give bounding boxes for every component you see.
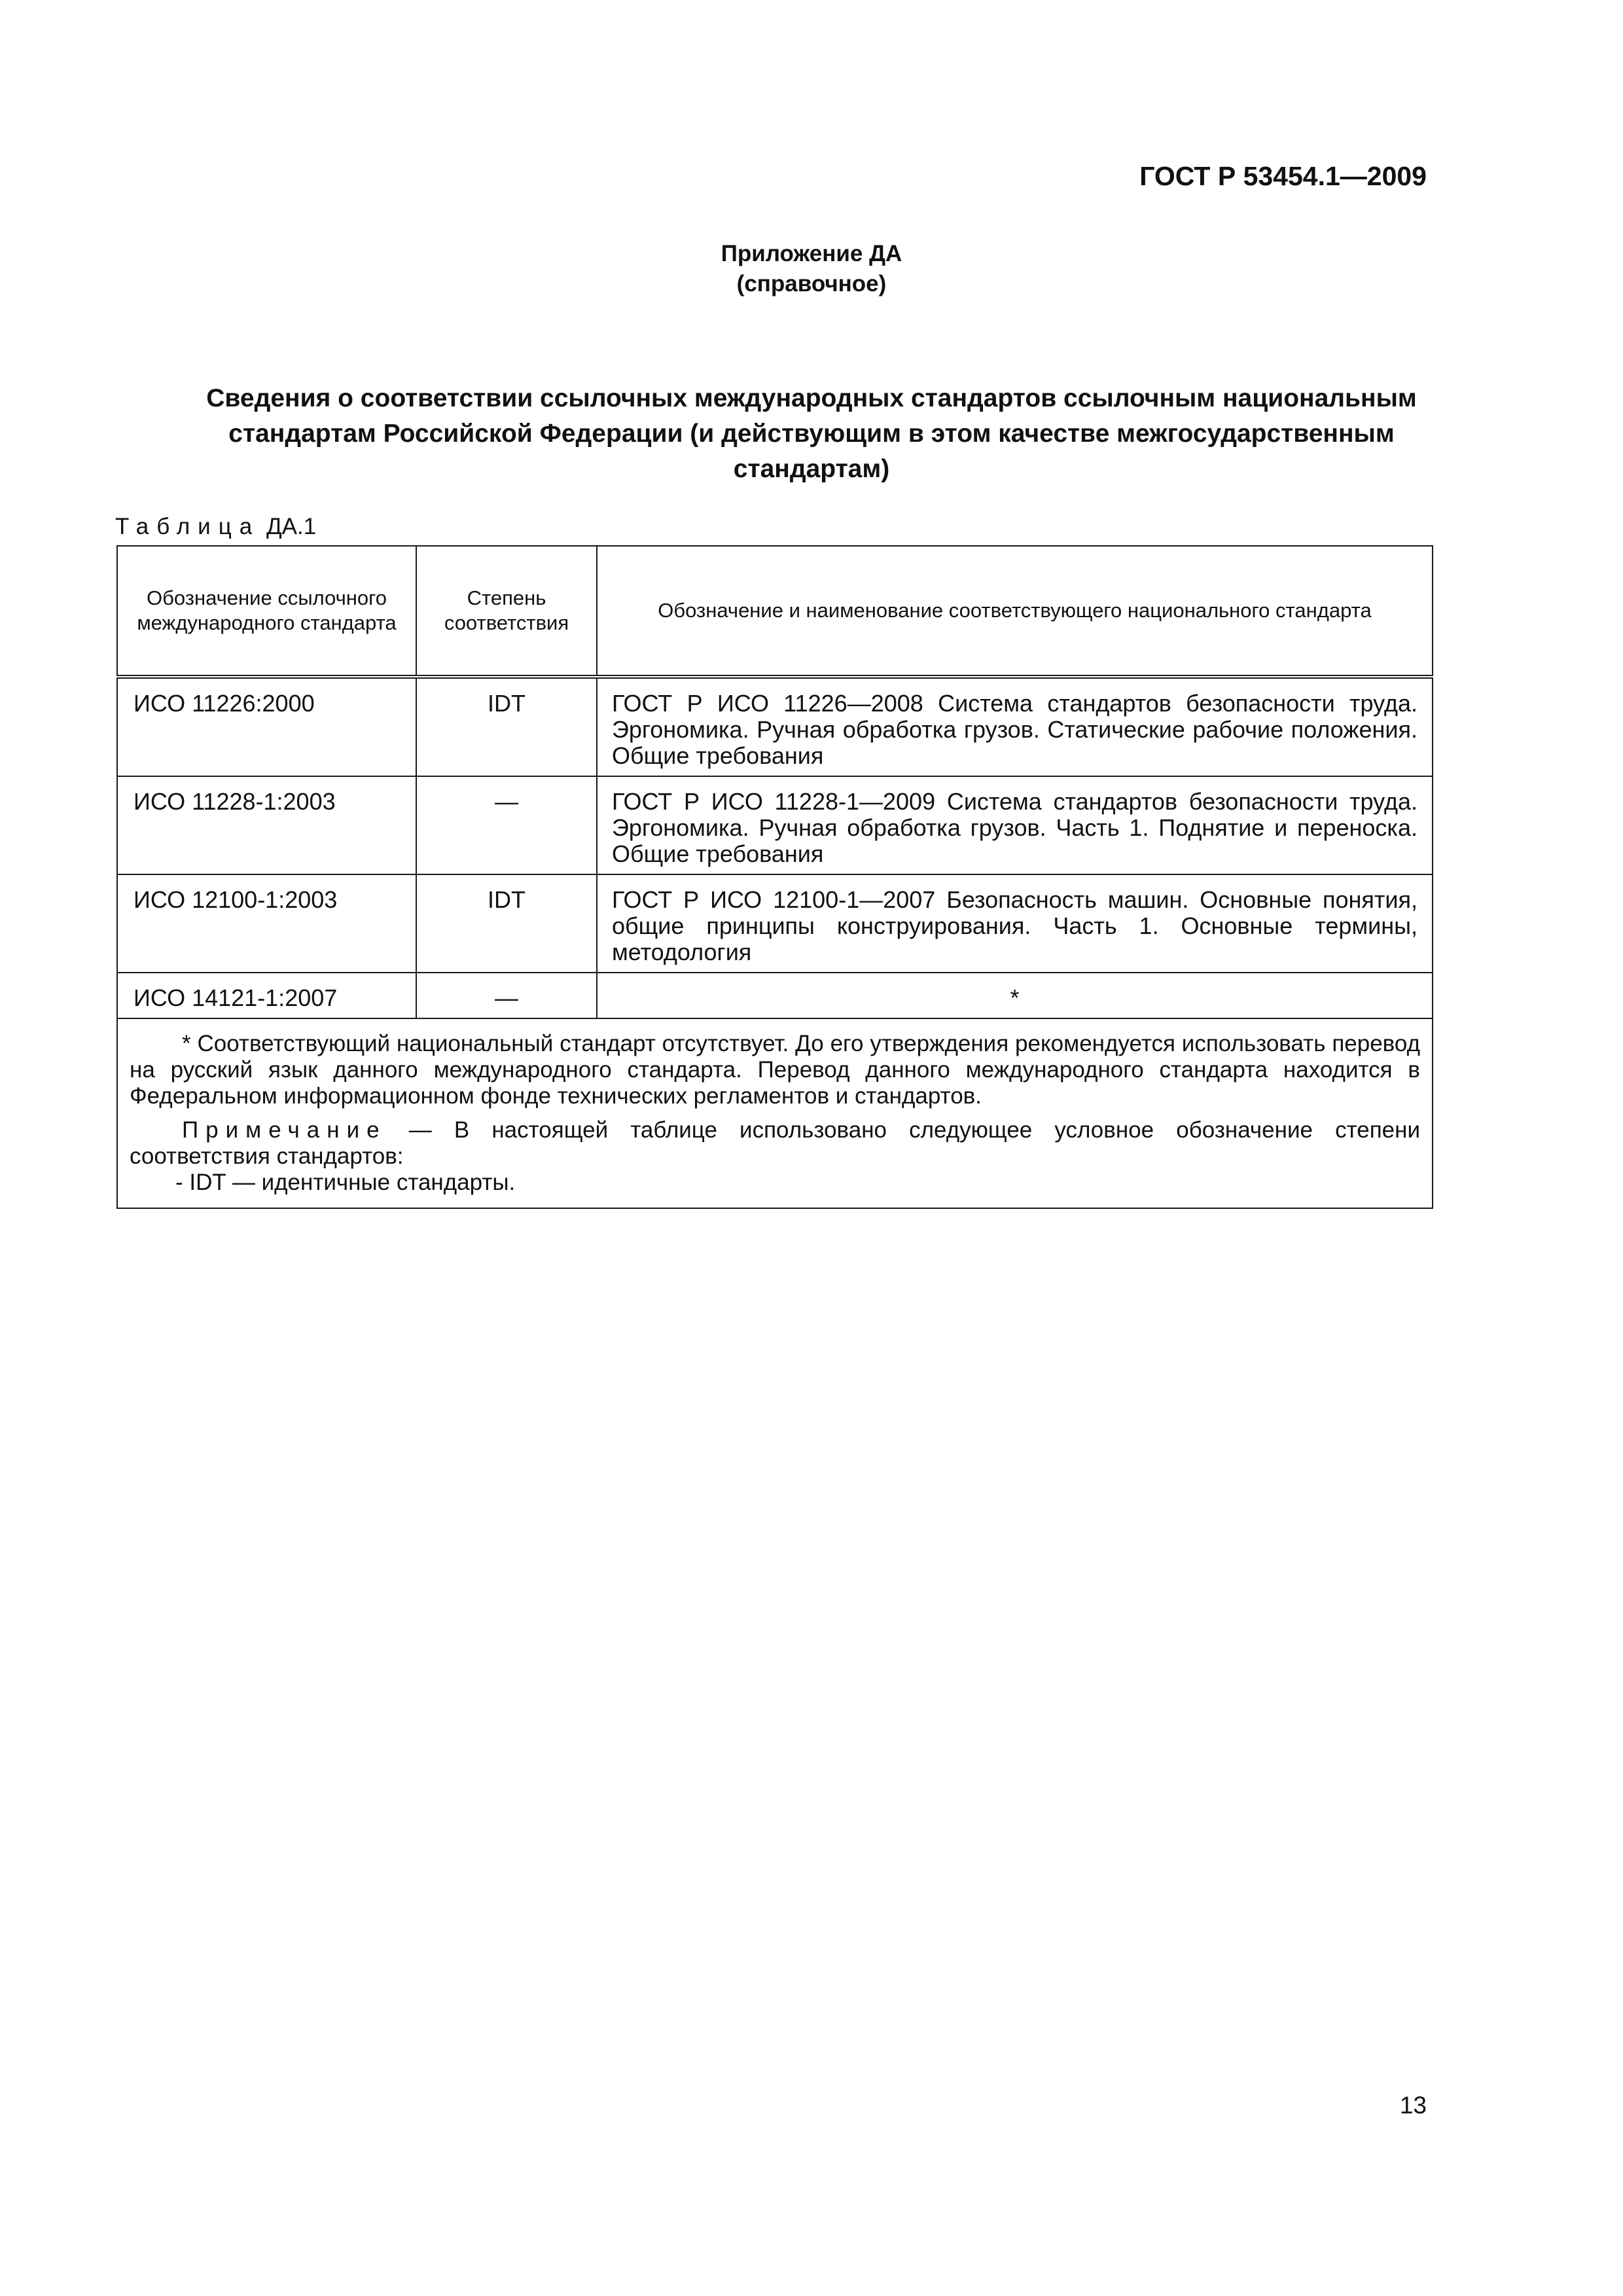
correspondence-table [116,545,1433,1209]
cell-international-code: ИСО 14121-1:2007 [117,973,416,1018]
table-row [117,677,1433,776]
document-code: ГОСТ Р 53454.1—2009 [1139,161,1427,191]
table-caption-word: Таблица [115,514,260,539]
title-line: стандартам Российской Федерации (и действующим в этом качестве межгосударственным [228,420,1395,448]
cell-degree: IDT [416,874,597,973]
appendix-label: Приложение ДА [721,241,902,266]
cell-international-code: ИСО 11228-1:2003 [117,776,416,874]
cell-national-standard: ГОСТ Р ИСО 12100-1—2007 Безопасность машин. Основные понятия, общие принципы конструирования. Часть 1. Основные термины, методология [597,874,1433,973]
cell-degree: IDT [416,677,597,776]
cell-national-standard: ГОСТ Р ИСО 11226—2008 Система стандартов безопасности труда. Эргономика. Ручная обработка грузов. Статические рабочие положения. Общие требования [597,677,1433,776]
header-degree: Степень соответствия [416,546,597,677]
page-number: 13 [1399,2092,1427,2119]
table-footnotes [117,1018,1433,1208]
cell-national-standard: * [597,973,1433,1018]
header-international-code: Обозначение ссылочного международного стандарта [117,546,416,677]
cell-degree: — [416,973,597,1018]
table-caption-number: ДА.1 [266,514,317,539]
cell-international-code: ИСО 12100-1:2003 [117,874,416,973]
cell-international-code: ИСО 11226:2000 [117,677,416,776]
table-row [117,776,1433,874]
table-row [117,973,1433,1018]
header-national-standard: Обозначение и наименование соответствующего национального стандарта [597,546,1433,677]
note-text: — В настоящей таблице использовано следующее условное обозначение степени соответствия стандартов: [130,1117,1420,1169]
table-row [117,874,1433,973]
appendix-type: (справочное) [736,271,887,296]
cell-degree: — [416,776,597,874]
note-word: Примечание [182,1117,387,1143]
table-note [130,1117,1420,1170]
table-footer-row [117,1018,1433,1208]
appendix-title [105,381,1518,487]
table-header-row [117,546,1433,677]
table-caption [115,514,316,540]
footnote-asterisk: * Соответствующий национальный стандарт отсутствует. До его утверждения рекомендуется использовать перевод на русский язык данного международного стандарта. Перевод данного международного стандарта находится в Федеральном информационном фонде технических регламентов и стандартов. [130,1031,1420,1109]
cell-national-standard: ГОСТ Р ИСО 11228-1—2009 Система стандартов безопасности труда. Эргономика. Ручная обработка грузов. Часть 1. Поднятие и переноска. Общие требования [597,776,1433,874]
note-item-idt: - IDT — идентичные стандарты. [175,1170,516,1195]
title-line: Сведения о соответствии ссылочных международных стандартов ссылочным национальным [206,384,1417,412]
title-line: стандартам) [733,455,890,483]
appendix-heading [0,239,1623,299]
